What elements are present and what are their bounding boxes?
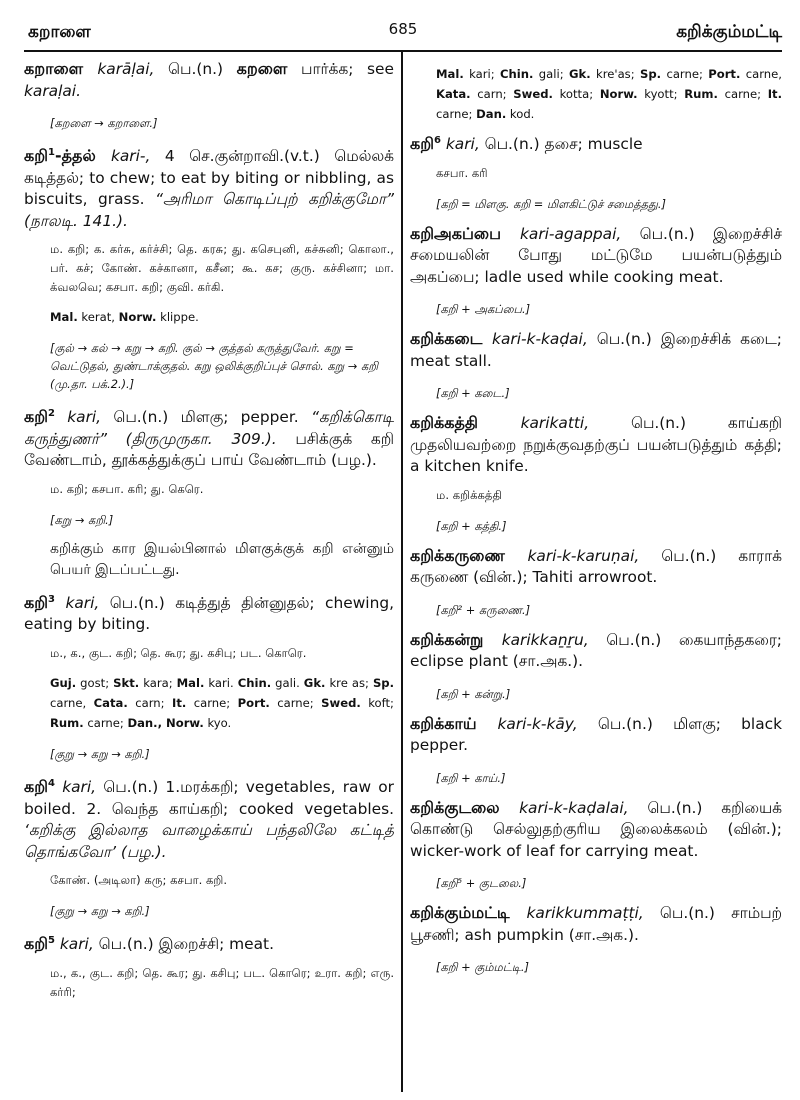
text-run: 4 செ.குன்றாவி.(v.t.) மெல்லக் கடித்தல்; to chew; to eat by biting or nibbling, as biscuits, grass.: [24, 147, 394, 209]
etymology: [கறு → கறி.]: [50, 512, 114, 527]
dictionary-entry: [410, 545, 782, 619]
text-run: பெ.(n.) கடித்துத் தின்னுதல்; chewing, eating by biting.: [24, 593, 394, 634]
language-abbr: It.: [767, 87, 782, 101]
transliteration: karikatti,: [520, 414, 590, 433]
text-run: carne;: [186, 695, 238, 710]
entry-definition: [410, 902, 782, 946]
text-run: பெ.(n.) காய்கறி முதலியவற்றை நறுக்குவதற்குப் பயன்படுத்தும் கத்தி; a kitchen knife.: [410, 414, 782, 476]
language-abbr: Rum.: [684, 87, 718, 101]
entry-definition: [24, 589, 394, 636]
etymology: [கறி² + கருணை.]: [436, 602, 531, 617]
text-run: பெ.(n.) இறைச்சிக் கடை; meat stall.: [410, 330, 782, 370]
language-abbr: Port.: [237, 695, 270, 710]
text-run: carne;: [269, 695, 322, 710]
cognates-dravidian: ம. கறி; கசபா. கரி; து. கெரெ.: [50, 481, 204, 496]
dictionary-entry: [24, 403, 394, 581]
dictionary-entry: [24, 58, 394, 132]
transliteration: karāḷai,: [97, 60, 155, 78]
cognates-dravidian: ம., க., குட. கறி; தெ. கூர; து. கசிபு; பட. கொரெ; உரா. கறி; எரு. கர்ரி;: [50, 965, 394, 999]
text-run: carne;: [661, 67, 709, 81]
language-abbr: Cata.: [93, 695, 128, 710]
text-run: [55, 408, 67, 426]
left-column: [24, 58, 394, 1090]
example-quote: “கறிக்கொடி கருந்துணர்” (திருமுருகா. 309.).: [24, 408, 394, 448]
text-run: kerat,: [77, 310, 119, 325]
etymology: [கறி + கத்தி.]: [436, 518, 507, 533]
dictionary-entry: [410, 130, 782, 213]
transliteration: kari-k-kāy,: [497, 714, 578, 733]
homonym-number: 4: [48, 777, 55, 789]
headword: கறிக்கருணை: [410, 545, 528, 565]
headword: -த்தல்: [54, 146, 111, 166]
text-run: kod.: [506, 107, 535, 121]
etymology: [கறி + கடை.]: [436, 386, 510, 401]
transliteration: kari,: [65, 593, 100, 612]
headword: கறிக்கன்று: [410, 629, 502, 649]
etymology: [கறி⁵ + குடலை.]: [436, 876, 527, 891]
dictionary-entry: [410, 797, 782, 893]
column-divider: [401, 52, 403, 1092]
header-guide-word-left: கறாளை: [28, 22, 91, 42]
entry-definition: [410, 130, 782, 156]
text-run: பெ.(n.) கறியைக் கொண்டு செல்லுதற்குரிய இலைக்கலம் (வின்.); wicker-work of leaf for carrying meat.: [410, 798, 782, 860]
cognates-latin: [50, 307, 394, 327]
transliteration: kari,: [67, 408, 102, 427]
dictionary-entry: [24, 589, 394, 763]
dictionary-entry: [410, 328, 782, 402]
text-run: kyott;: [637, 87, 685, 101]
text-run: carn;: [127, 695, 173, 710]
transliteration: karikkummaṭṭi,: [526, 904, 644, 923]
headword: கறி: [24, 592, 48, 612]
transliteration: kari-agappai,: [519, 224, 622, 243]
homonym-number: 5: [48, 935, 55, 946]
dictionary-entry: [24, 773, 394, 920]
text-run: kara;: [139, 675, 177, 690]
language-abbr: Sp.: [372, 675, 394, 690]
headword: கறி: [24, 777, 48, 796]
example-quote: ‘கறிக்கு இல்லாத வாழைக்காய் பந்தலிலே கட்டித் தொங்கவோ’ (பழ.).: [24, 821, 394, 861]
entry-definition: [410, 223, 782, 289]
dictionary-entry: [410, 64, 782, 124]
cognates-latin: [50, 673, 394, 733]
text-run: gali;: [533, 67, 569, 81]
text-run: பார்க்க; see: [287, 60, 394, 78]
page-header: [24, 14, 782, 52]
text-run: kyo.: [203, 715, 232, 730]
homonym-number: 1: [48, 147, 55, 158]
transliteration: kari-k-karuṇai,: [527, 546, 640, 565]
etymology: [கறி + கன்று.]: [436, 686, 511, 701]
language-abbr: Port.: [708, 67, 741, 81]
dictionary-entry: [410, 223, 782, 319]
headword: கறிக்கத்தி: [410, 413, 521, 433]
etymology: [கறி + காய்.]: [436, 770, 506, 785]
dictionary-entry: [410, 713, 782, 787]
text-run: பெ.(n.) மிளகு; black pepper.: [410, 714, 782, 755]
text-run: carne;: [717, 87, 768, 101]
language-abbr: Dan.: [476, 107, 507, 121]
language-abbr: Norw.: [118, 310, 157, 325]
cognates-latin: [436, 64, 782, 124]
entry-definition: [410, 797, 782, 863]
language-abbr: Mal.: [176, 675, 205, 690]
text-run: gali.: [271, 675, 304, 690]
cognates-dravidian: ம. கறி; க. கர்சு, கர்ச்சி; தெ. கரசு; து. கசெபுனி, கச்சுனி; கொலா., பர். கச்; கோண். கச்கானா, கசீன; கூ. கச; குரு. கச்சினா; மா. க்வலவெ; கசபா. கறி; குவி. கர்கி.: [50, 242, 394, 295]
etymology: [கறளை → கறாளை.]: [50, 116, 158, 130]
entry-definition: [24, 142, 394, 232]
transliteration: kari,: [445, 135, 480, 154]
headword: கறளை: [236, 59, 288, 78]
entry-definition: [410, 629, 782, 673]
entry-definition: [24, 403, 394, 472]
language-abbr: Skt.: [113, 675, 140, 690]
page-number: 685: [388, 20, 418, 38]
entry-definition: [410, 713, 782, 757]
etymology: [குறு → கறு → கறி.]: [50, 904, 150, 918]
cognates-dravidian: கோண். (அடிலா) கரு; கசபா. கறி.: [50, 873, 228, 887]
entry-definition: [410, 412, 782, 478]
headword: கறி: [24, 146, 48, 166]
text-run: klippe.: [156, 310, 199, 325]
language-abbr: Swed.: [321, 695, 361, 710]
example-quote: “அரிமா கொடிப்புற் கறிக்குமோ” (நாலடி. 141.).: [24, 190, 394, 230]
text-run: பெ.(n.) சாம்பற் பூசணி; ash pumpkin (சா.அக.).: [410, 904, 782, 944]
text-run: kotta;: [552, 87, 600, 101]
language-abbr: Rum.: [50, 715, 84, 730]
headword: கறிக்குடலை: [410, 797, 520, 817]
text-run: kre'as;: [590, 67, 640, 81]
text-run: பெ.(n.) 1.மரக்கறி; vegetables, raw or boiled. 2. வெந்த காய்கறி; cooked vegetables.: [24, 778, 394, 818]
language-abbr: Gk.: [569, 67, 591, 81]
language-abbr: Chin.: [237, 675, 272, 690]
text-run: kari;: [463, 67, 501, 81]
headword: கறாளை: [24, 59, 98, 78]
language-abbr: Kata.: [436, 87, 471, 101]
headword: கறிக்கும்மட்டி: [410, 903, 527, 923]
language-abbr: Mal.: [436, 67, 464, 81]
entry-definition: [410, 545, 782, 589]
language-abbr: It.: [172, 695, 187, 710]
headword: கறி: [24, 934, 48, 954]
text-run: carne;: [436, 107, 477, 121]
usage-note: கறிக்கும் கார இயல்பினால் மிளகுக்குக் கறி என்னும் பெயர் இடப்பட்டது.: [50, 540, 394, 578]
text-run: carn;: [470, 87, 514, 101]
text-run: carne,: [50, 695, 94, 710]
headword: கறிக்கடை: [410, 329, 493, 349]
etymology: [கறி + கும்மட்டி.]: [436, 960, 529, 975]
text-run: பசிக்குக் கறி வேண்டாம், தூக்கத்துக்குப் பாய் வேண்டாம் (பழ.).: [24, 429, 394, 470]
transliteration: kari,: [62, 778, 97, 796]
text-run: பெ.(n.) மிளகு; pepper.: [101, 408, 311, 427]
text-run: gost;: [76, 675, 114, 690]
language-abbr: Sp.: [640, 67, 662, 81]
entry-definition: [24, 58, 394, 102]
transliteration: kari-k-kaḍalai,: [519, 798, 629, 817]
homonym-number: 6: [434, 135, 441, 146]
text-run: பெ.(n.) தசை; muscle: [479, 135, 643, 154]
etymology: [குல் → கல் → கறு → கறி. குல் → குத்தல் கருத்துவேர். கறு = வெட்டுதல், துண்டாக்குதல். கறு ஒலிக்குறிப்புச் சொல். கறு → கறி (மு.தா. பக்.2.).]: [50, 341, 379, 392]
language-abbr: Norw.: [599, 87, 638, 101]
headword: கறி: [24, 407, 48, 427]
dictionary-entry: [24, 930, 394, 1002]
transliteration: kari-k-kaḍai,: [492, 330, 588, 349]
dictionary-entry: [24, 142, 394, 393]
homonym-number: 2: [48, 408, 55, 420]
transliteration: karaḷai.: [24, 81, 81, 100]
headword: கறிக்காய்: [410, 713, 498, 733]
entry-definition: [410, 328, 782, 372]
headword: கறிஅகப்பை: [410, 223, 520, 243]
etymology: [குறு → கறு → கறி.]: [50, 746, 150, 761]
text-run: kre as;: [325, 675, 373, 690]
language-abbr: Guj.: [50, 675, 77, 690]
dictionary-entry: [410, 902, 782, 976]
text-run: பெ.(n.) இறைச்சி; meat.: [93, 935, 274, 954]
language-abbr: Swed.: [513, 87, 553, 101]
header-guide-word-right: கறிக்கும்மட்டி: [676, 22, 782, 42]
text-run: carne,: [740, 67, 782, 81]
cognates-dravidian: ம. கறிக்கத்தி: [436, 487, 502, 502]
language-abbr: Mal.: [50, 310, 78, 325]
entry-definition: [24, 930, 394, 956]
entry-definition: [24, 773, 394, 863]
right-column: [410, 58, 782, 1090]
language-abbr: Chin.: [500, 67, 534, 81]
etymology: [கறி = மிளகு. கறி = மிளகிட்டுச் சமைத்தது.]: [436, 196, 666, 211]
language-abbr: Dan., Norw.: [127, 715, 204, 730]
text-run: carne;: [83, 715, 128, 730]
transliteration: kari,: [59, 935, 94, 954]
headword: கறி: [410, 134, 434, 154]
text-run: kari.: [204, 675, 238, 690]
dictionary-entry: [410, 412, 782, 535]
cognates-dravidian: ம., க., குட. கறி; தெ. கூர; து. கசிபு; பட. கொரெ.: [50, 645, 307, 660]
language-abbr: Gk.: [303, 675, 326, 690]
etymology: [கறி + அகப்பை.]: [436, 302, 531, 317]
text-run: koft;: [360, 695, 394, 710]
transliteration: karikkaṉṟu,: [501, 630, 589, 649]
homonym-number: 3: [48, 593, 55, 605]
dictionary-entry: [410, 629, 782, 703]
text-run: பெ.(n.) கையாந்தகரை; eclipse plant (சா.அக.).: [410, 630, 782, 671]
text-run: பெ.(n.) இறைச்சிச் சமையலின் போது மட்டுமே பயன்படுத்தும் அகப்பை; ladle used while cooking meat.: [410, 224, 782, 286]
text-run: [55, 594, 65, 612]
cognates-dravidian: கசபா. கரி: [436, 165, 488, 180]
text-run: பெ.(n.) காராக் கருணை (வின்.); Tahiti arrowroot.: [410, 546, 782, 587]
text-run: பெ.(n.): [154, 60, 237, 78]
transliteration: kari-,: [110, 147, 151, 166]
